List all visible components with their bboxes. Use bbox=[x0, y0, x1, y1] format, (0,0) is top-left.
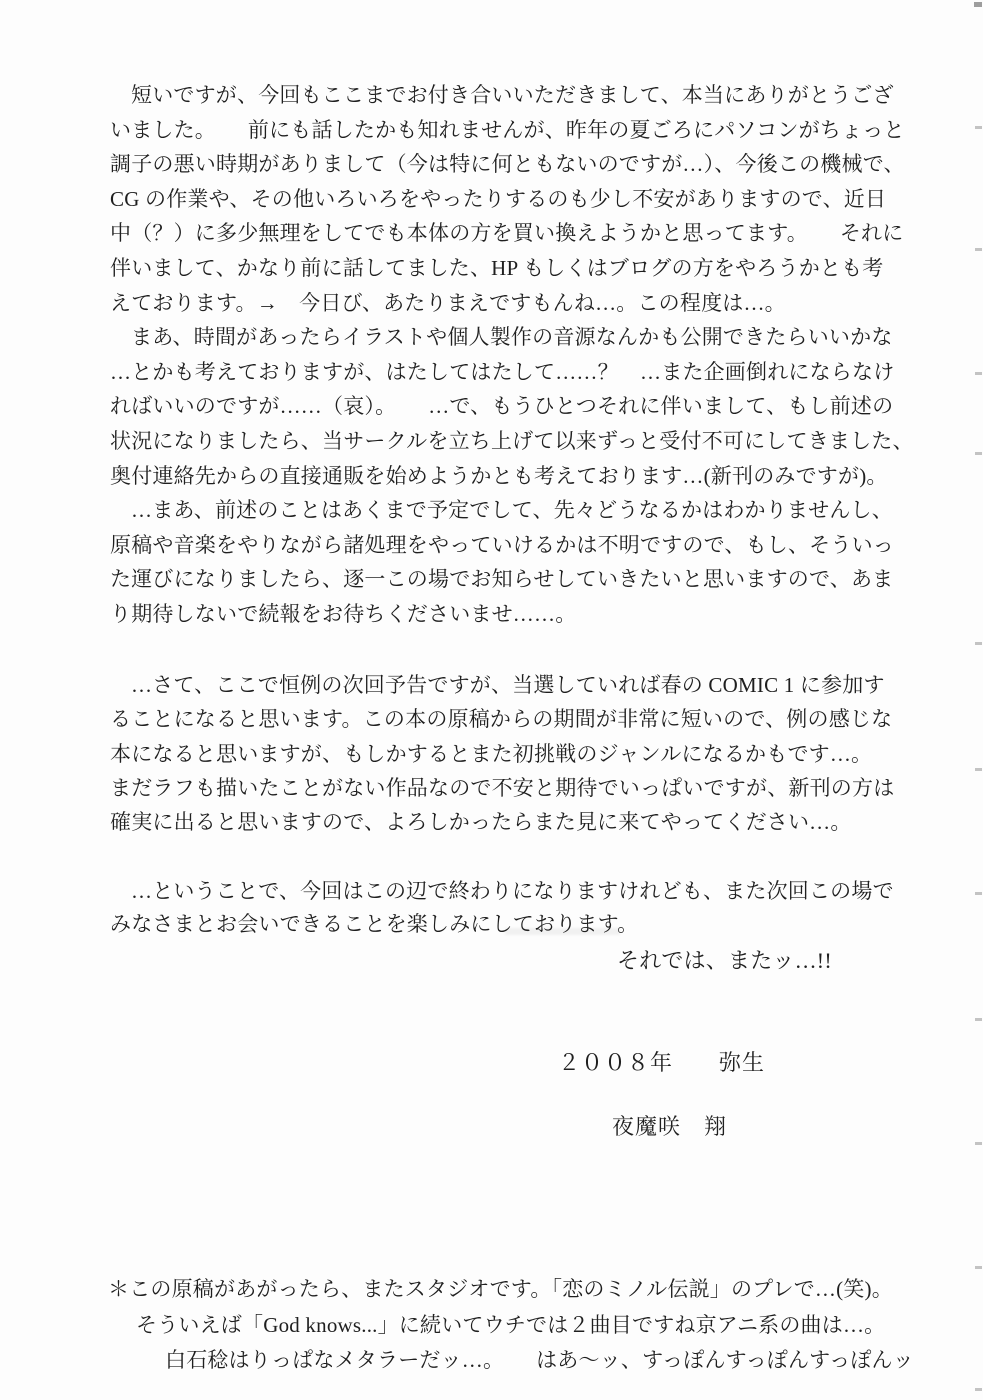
afterword-line: まだラフも描いたことがない作品なので不安と期待でいっぱいですが、新刊の方は bbox=[110, 775, 895, 800]
afterword-next-issue-block bbox=[110, 668, 894, 839]
scan-artifact-mark bbox=[975, 1388, 982, 1391]
afterword-line: 調子の悪い時期がありまして（今は特に何ともないのですが…）、今後この機械で、 bbox=[110, 152, 905, 177]
afterword-line: CG の作業や、その他いろいろをやったりするのも少し不安がありますので、近日 bbox=[110, 186, 887, 211]
afterword-line: …まあ、前述のことはあくまで予定でして、先々どうなるかはわかりませんし、 bbox=[131, 498, 893, 523]
afterword-line: えております。→ 今日び、あたりまえですもんね…。この程度は…。 bbox=[110, 290, 786, 315]
scan-artifact-mark bbox=[975, 768, 982, 771]
afterword-line: 中（？）に多少無理をしてでも本体の方を買い換えようかと思ってます。 それに bbox=[110, 221, 904, 246]
scan-ghost-smudge bbox=[505, 928, 620, 935]
afterword-line: ればいいのですが……（哀）。 …で、もうひとつそれに伴いまして、もし前述の bbox=[110, 394, 894, 419]
afterword-line: た運びになりましたら、逐一この場でお知らせしていきたいと思いますので、あま bbox=[110, 567, 894, 592]
scan-artifact-mark bbox=[975, 1142, 982, 1145]
afterword-line: まあ、時間があったらイラストや個人製作の音源なんかも公開できたらいいかな bbox=[131, 325, 893, 350]
afterword-line: 短いですが、今回もここまでお付き合いいただきまして、本当にありがとうござ bbox=[131, 83, 894, 107]
scan-artifact-mark bbox=[975, 1266, 982, 1269]
afterword-main-block bbox=[110, 78, 914, 632]
postscript-line: 白石稔はりっぱなメタラーだッ…。 はあ～ッ、すっぽんすっぽんすっぽんッ bbox=[165, 1348, 914, 1372]
postscript-line: そういえば「God knows...」に続いてウチでは２曲目ですね京アニ系の曲は…。 bbox=[136, 1312, 886, 1337]
postscript-block bbox=[108, 1272, 914, 1379]
postscript-line: ＊この原稿があがったら、またスタジオです。「恋のミノル伝説」のプレで…(笑)。 bbox=[108, 1277, 893, 1301]
afterword-line: …とかも考えておりますが、はたしてはたして……？ …また企画倒れにならなけ bbox=[110, 359, 895, 384]
afterword-line: 奥付連絡先からの直接通販を始めようかとも考えております…(新刊のみですが)。 bbox=[110, 463, 888, 488]
author-signature: 夜魔咲 翔 bbox=[612, 1114, 728, 1139]
scan-artifact-mark bbox=[975, 248, 982, 251]
afterword-line: ることになると思います。この本の原稿からの期間が非常に短いので、例の感じな bbox=[110, 707, 893, 732]
closing-salutation: それでは、またッ…!! bbox=[617, 948, 832, 973]
scan-artifact-mark bbox=[975, 1018, 982, 1021]
scan-artifact-mark bbox=[975, 892, 982, 895]
scan-artifact-mark bbox=[975, 126, 982, 129]
afterword-line: 伴いまして、かなり前に話してました、HP もしくはブログの方をやろうかとも考 bbox=[110, 255, 884, 280]
afterword-line: …さて、ここで恒例の次回予告ですが、当選していれば春の COMIC 1 に参加す bbox=[131, 673, 885, 697]
scan-artifact-mark bbox=[975, 452, 982, 455]
scan-artifact-mark bbox=[975, 372, 982, 375]
afterword-line: 原稿や音楽をやりながら諸処理をやっていけるかは不明ですので、もし、そういっ bbox=[110, 532, 894, 557]
afterword-line: …ということで、今回はこの辺で終わりになりますけれども、また次回この場で bbox=[131, 879, 894, 903]
scan-artifact-mark bbox=[975, 642, 982, 645]
afterword-line: 本になると思いますが、もしかするとまた初挑戦のジャンルになるかもです…。 bbox=[110, 741, 873, 766]
afterword-line: 状況になりましたら、当サークルを立ち上げて以来ずっと受付不可にしてきました、 bbox=[110, 428, 914, 453]
afterword-line: いました。 前にも話したかも知れませんが、昨年の夏ごろにパソコンがちょっと bbox=[110, 117, 905, 142]
afterword-farewell-block bbox=[110, 875, 894, 941]
afterword-line: みなさまとお会いできることを楽しみにしております。 bbox=[110, 912, 639, 936]
date-line: ２００８年 弥生 bbox=[558, 1050, 766, 1075]
afterword-line: り期待しないで続報をお待ちくださいませ……。 bbox=[110, 601, 577, 626]
scan-artifact-mark bbox=[974, 2, 982, 7]
afterword-line: 確実に出ると思いますので、よろしかったらまた見に来てやってください…。 bbox=[110, 810, 852, 835]
